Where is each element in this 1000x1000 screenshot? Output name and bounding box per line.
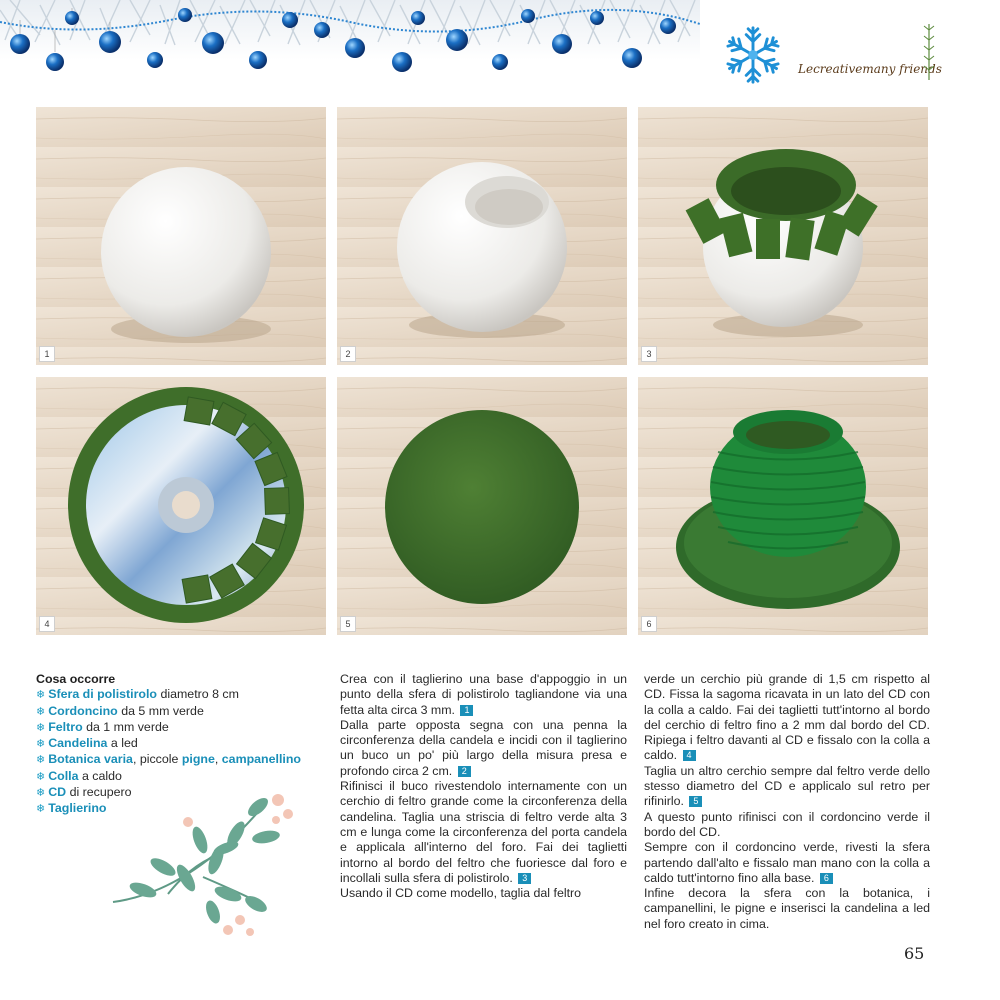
instruction-paragraph-continued: verde un cerchio più grande di 1,5 cm rispetto al CD. Fissa la sagoma ricavata in un lato del CD con la colla a caldo. Fai dei taglietti tutt'intorno al bordo del cerchio di feltro fino a 2 mm dal bordo del CD. Ripiega i feltro davanti al CD e fissalo con la colla a caldo. 4	[644, 672, 930, 763]
brand-name: Lecreativemany friends	[798, 62, 942, 76]
instruction-paragraph: Infine decora la sfera con la botanica, i campanellini, le pigne e inserisci la candelina a led nel foro creato in cima.	[644, 886, 930, 931]
material-item: ❄ Candelina a led	[36, 736, 138, 751]
step-number: 4	[39, 616, 55, 632]
step-photo-2	[337, 107, 627, 365]
materials-title: Cosa occorre	[36, 672, 116, 686]
material-item: ❄ Sfera di polistirolo diametro 8 cm	[36, 687, 239, 702]
instruction-paragraph: Crea con il taglierino una base d'appoggio in un punto della sfera di polistirolo tagliandone via una fetta alta circa 3 mm. 1	[340, 672, 627, 717]
page-header	[0, 0, 1000, 92]
material-item: ❄ Feltro da 1 mm verde	[36, 719, 169, 734]
material-item: ❄ Colla a caldo	[36, 768, 122, 783]
material-item: ❄ CD di recupero	[36, 785, 132, 800]
step-marker: 2	[458, 766, 471, 777]
christmas-garland-icon	[0, 0, 700, 92]
sprig-icon	[922, 22, 936, 82]
instructions-column-1	[340, 672, 627, 901]
step-marker: 3	[518, 873, 531, 884]
step-marker: 5	[689, 796, 702, 807]
step-photo-3	[638, 107, 928, 365]
snowflake-icon	[722, 24, 784, 86]
step-marker: 6	[820, 873, 833, 884]
step-photo-4	[36, 377, 326, 635]
step-number: 1	[39, 346, 55, 362]
step-number: 6	[641, 616, 657, 632]
step-number: 5	[340, 616, 356, 632]
brand-logo	[722, 22, 942, 92]
step-number: 2	[340, 346, 356, 362]
step-photo-5	[337, 377, 627, 635]
sprig-icon	[108, 782, 308, 942]
instruction-paragraph: Dalla parte opposta segna con una penna la circonferenza della candela e incidi con il taglierino un buco un po' più largo della misura presa e profondo circa 2 cm. 2	[340, 717, 627, 778]
instruction-paragraph: Taglia un altro cerchio sempre dal feltro verde dello stesso diametro del CD e applicalo sul retro per rifinirlo. 5	[644, 763, 930, 809]
instruction-paragraph: Usando il CD come modello, taglia dal feltro	[340, 886, 582, 901]
instruction-paragraph: Rifinisci il buco rivestendolo internamente con un cerchio di feltro grande come la circonferenza della candelina. Taglia una striscia di feltro verde alta 3 cm e lunga come la circonferenza del porta candela e applicala all'interno del foro. Fai dei taglietti intorno al bordo del feltro che fuoriesce dal foro e incollali sulla sfera di polistirolo. 3	[340, 779, 627, 885]
instruction-paragraph: A questo punto rifinisci con il cordoncino verde il bordo del CD.	[644, 809, 930, 839]
instructions-column-2	[644, 672, 930, 932]
step-photo-6	[638, 377, 928, 635]
material-item: ❄ Botanica varia, piccole pigne, campanellino	[36, 752, 301, 767]
step-marker: 1	[460, 705, 473, 716]
material-item: ❄ Taglierino	[36, 801, 107, 816]
step-number: 3	[641, 346, 657, 362]
step-marker: 4	[683, 750, 696, 761]
instruction-paragraph: Sempre con il cordoncino verde, rivesti la sfera partendo dall'alto e fissalo man mano con la colla a caldo tutt'intorno fino alla base. 6	[644, 840, 930, 885]
page-number: 65	[904, 944, 925, 963]
step-photo-1	[36, 107, 326, 365]
material-item: ❄ Cordoncino da 5 mm verde	[36, 703, 204, 718]
